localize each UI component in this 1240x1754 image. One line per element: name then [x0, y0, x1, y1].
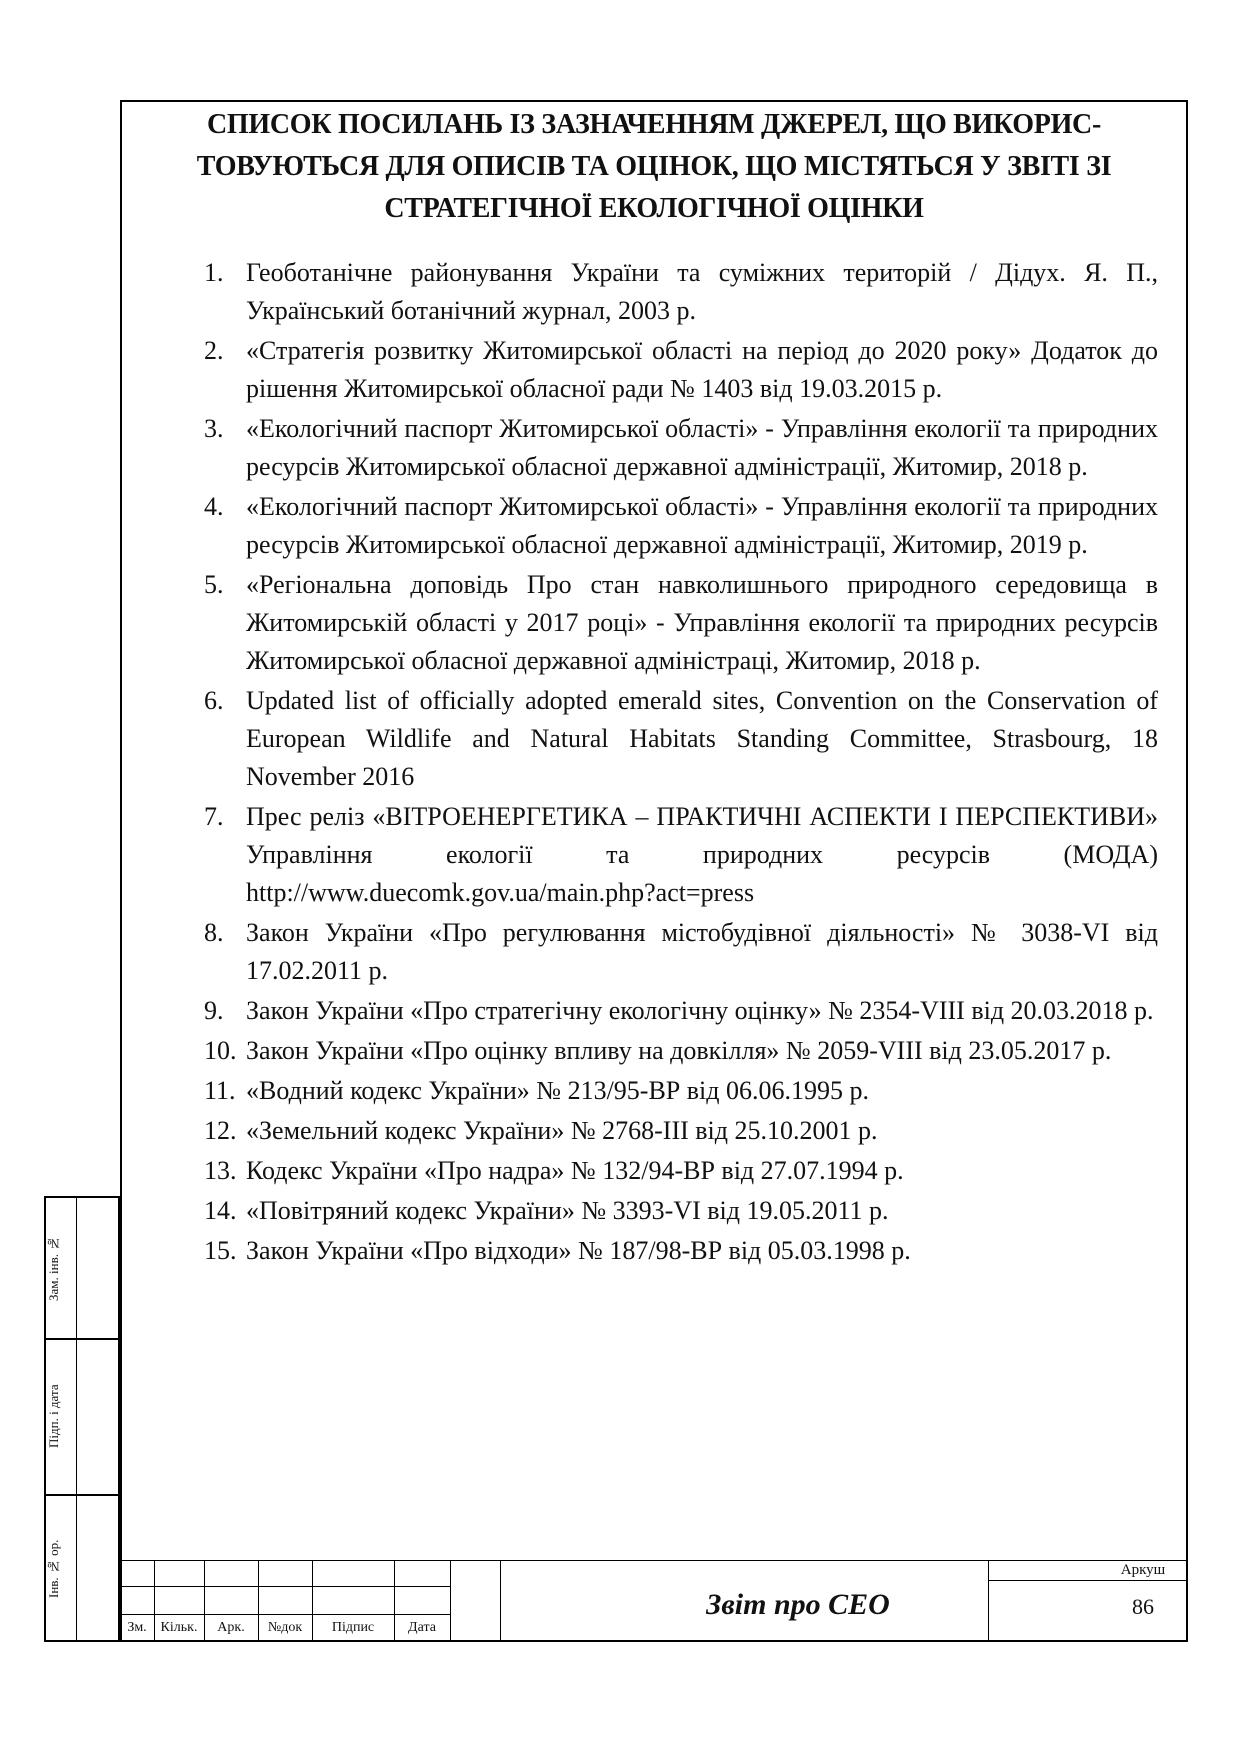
reference-item	[204, 254, 1158, 330]
title-block-line	[120, 1586, 450, 1587]
reference-number: 3.	[204, 414, 224, 443]
reference-text: Геоботанічне районування України та суміжних територій / Дідух. Я. П., Український ботанічний журнал, 2003 р.	[246, 258, 1158, 325]
reference-item	[204, 682, 1158, 796]
reference-text: Закон України «Про стратегічну екологічну оцінку» № 2354-VIII від 20.03.2018 р.	[246, 996, 1154, 1025]
reference-text: «Регіональна доповідь Про стан навколишнього природного середовища в Житомирській області у 2017 році» - Управління екології та природних ресурсів Житомирської обласної державної адміністраці, Житомир, 2018 р.	[246, 570, 1158, 675]
reference-number: 6.	[204, 686, 224, 715]
reference-item	[204, 332, 1158, 408]
reference-number: 11.	[204, 1076, 236, 1105]
reference-number: 8.	[204, 918, 224, 947]
reference-number: 7.	[204, 802, 224, 831]
title-block-column-line	[450, 1560, 451, 1642]
margin-stamp	[44, 1196, 120, 1642]
col-label-ark: Арк.	[217, 1620, 245, 1635]
reference-number: 14.	[204, 1196, 237, 1225]
reference-item	[204, 1072, 1158, 1110]
reference-text: Кодекс України «Про надра» № 132/94-ВР від 27.07.1994 р.	[246, 1156, 904, 1185]
reference-text: Закон України «Про оцінку впливу на довкілля» № 2059-VIII від 23.05.2017 р.	[246, 1036, 1112, 1065]
reference-item	[204, 992, 1158, 1030]
title-block-top-line	[120, 1560, 1188, 1561]
reference-item	[204, 410, 1158, 486]
reference-number: 5.	[204, 570, 224, 599]
reference-item	[204, 488, 1158, 564]
col-label-data: Дата	[408, 1620, 436, 1635]
reference-item	[204, 1152, 1158, 1190]
reference-text: «Екологічний паспорт Житомирської області» - Управління екології та природних ресурсів Житомирської обласної державної адміністрації, Житомир, 2018 р.	[246, 414, 1158, 481]
stamp-inv-orig: Інв. № ор.	[46, 1539, 61, 1599]
stamp-zam-inv: Зам. інв. №	[46, 1235, 61, 1301]
title-block-line	[120, 1614, 450, 1615]
title-line-2: ТОВУЮТЬСЯ ДЛЯ ОПИСІВ ТА ОЦІНОК, ЩО МІСТЯТЬСЯ У ЗВІТІ ЗІ	[196, 151, 1112, 182]
reference-text: Закон України «Про регулювання містобудівної діяльності» № 3038-VI від 17.02.2011 р.	[246, 918, 1158, 985]
sheet-number: 86	[1132, 1594, 1154, 1619]
sheet-divider-line	[988, 1580, 1188, 1581]
col-label-zm: Зм.	[127, 1620, 147, 1635]
reference-number: 15.	[204, 1236, 237, 1265]
reference-item	[204, 1032, 1158, 1070]
col-label-pidpys: Підпис	[331, 1620, 375, 1635]
reference-item	[204, 566, 1158, 680]
reference-item	[204, 1192, 1158, 1230]
stamp-divider	[76, 1198, 77, 1640]
reference-text: «Повітряний кодекс України» № 3393-VI від 19.05.2011 р.	[246, 1196, 889, 1225]
reference-text: Закон України «Про відходи» № 187/98-ВР від 05.03.1998 р.	[246, 1236, 911, 1265]
title-line-1: СПИСОК ПОСИЛАНЬ ІЗ ЗАЗНАЧЕННЯМ ДЖЕРЕЛ, ЩО ВИКОРИС-	[207, 109, 1101, 140]
reference-number: 1.	[204, 258, 224, 287]
reference-text: «Стратегія розвитку Житомирської області на період до 2020 року» Додаток до рішення Житомирської обласної ради № 1403 від 19.03.2015 р.	[246, 336, 1158, 403]
reference-item	[204, 1232, 1158, 1270]
reference-number: 4.	[204, 492, 224, 521]
reference-text: Прес реліз «ВІТРОЕНЕРГЕТИКА – ПРАКТИЧНІ АСПЕКТИ І ПЕРСПЕКТИВИ» Управління екології та природних ресурсів (МОДА) http://www.duecomk.gov.ua/main.php?act=press	[246, 802, 1158, 907]
document-name: Звіт про СЕО	[706, 1588, 890, 1621]
reference-item	[204, 1112, 1158, 1150]
reference-item	[204, 914, 1158, 990]
stamp-pidp-data: Підп. і дата	[46, 1384, 61, 1448]
reference-number: 2.	[204, 336, 224, 365]
reference-text: «Екологічний паспорт Житомирської області» - Управління екології та природних ресурсів Житомирської обласної державної адміністрації, Житомир, 2019 р.	[246, 492, 1158, 559]
sheet-label: Аркуш	[1120, 1562, 1166, 1578]
col-label-kilk: Кільк.	[160, 1620, 198, 1635]
reference-text: «Водний кодекс України» № 213/95-ВР від 06.06.1995 р.	[246, 1076, 869, 1105]
reference-number: 12.	[204, 1116, 237, 1145]
reference-item	[204, 798, 1158, 912]
reference-number: 10.	[204, 1036, 237, 1065]
reference-text: Updated list of officially adopted emerald sites, Convention on the Conservation of European Wildlife and Natural Habitats Standing Committee, Strasbourg, 18 November 2016	[246, 686, 1158, 791]
reference-text: «Земельний кодекс України» № 2768-III від 25.10.2001 р.	[246, 1116, 878, 1145]
page-title	[140, 104, 1168, 230]
title-line-3: СТРАТЕГІЧНОЇ ЕКОЛОГІЧНОЇ ОЦІНКИ	[384, 193, 924, 224]
reference-number: 13.	[204, 1156, 237, 1185]
col-label-ndok: №док	[267, 1620, 303, 1635]
reference-list	[204, 254, 1158, 1272]
reference-number: 9.	[204, 996, 224, 1025]
